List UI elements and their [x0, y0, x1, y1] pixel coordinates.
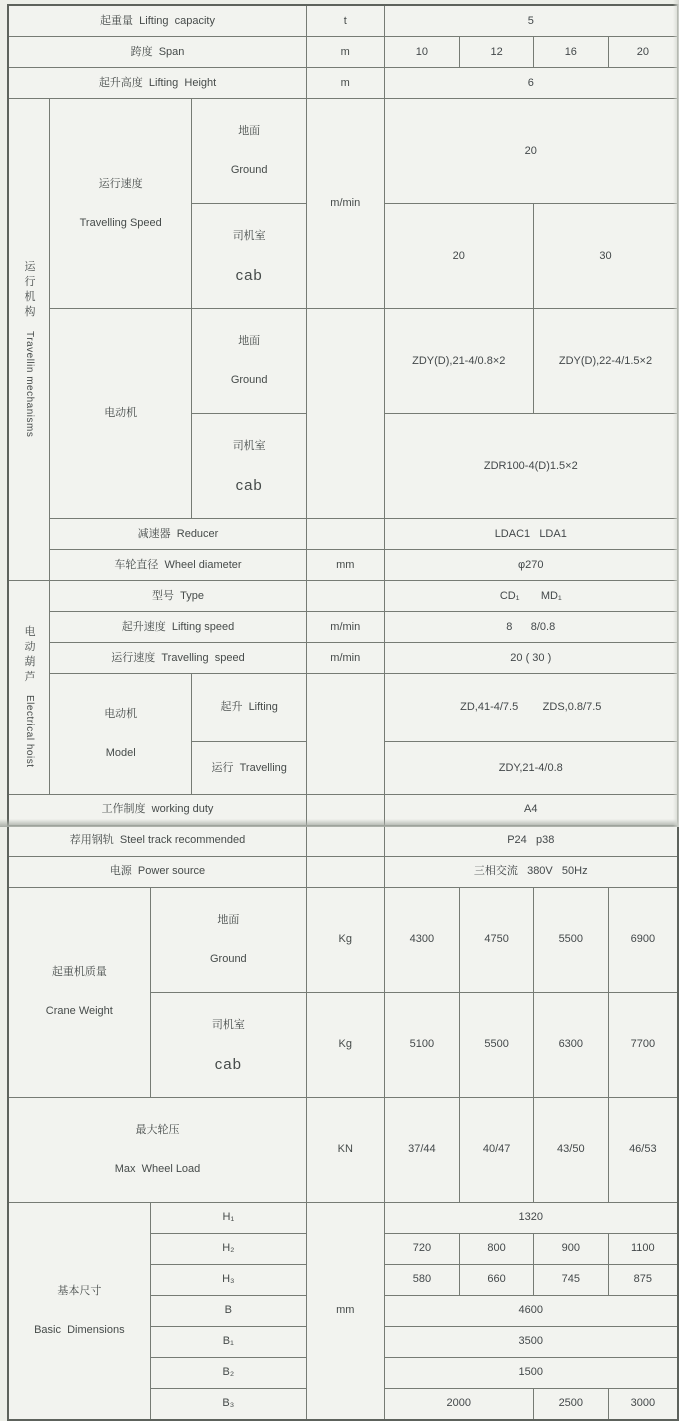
crane-weight-label: 起重机质量 Crane Weight [8, 887, 150, 1097]
crane-spec-table [7, 4, 679, 1421]
max-wheel-load-unit: KN [307, 1097, 385, 1202]
dim-h1-label: H₁ [150, 1202, 306, 1233]
dim-h2-value: 900 [533, 1233, 608, 1264]
hoist-motor-lifting-label: 起升 Lifting [192, 674, 307, 742]
hoist-motor-unit [307, 674, 385, 795]
dim-h3-label: H₃ [150, 1264, 306, 1295]
row-hoist-travelling-speed [8, 643, 678, 674]
reducer-value: LDAC1 LDA1 [384, 519, 678, 550]
steel-track-label: 荐用钢轨 Steel track recommended [8, 825, 307, 856]
wheel-diameter-label: 车轮直径 Wheel diameter [50, 550, 307, 581]
dim-h3-value: 745 [533, 1264, 608, 1295]
span-value: 12 [460, 37, 534, 68]
hoist-lifting-speed-label: 起升速度 Lifting speed [50, 612, 307, 643]
scan-edge-shadow-right [673, 0, 679, 827]
lifting-height-value: 6 [384, 68, 678, 99]
reducer-unit [307, 519, 385, 550]
row-max-wheel-load [8, 1097, 678, 1202]
crane-weight-cab-value: 6300 [533, 992, 608, 1097]
power-source-label: 电源 Power source [8, 856, 307, 887]
span-label: 跨度 Span [8, 37, 307, 68]
hoist-type-unit [307, 581, 385, 612]
basic-dimensions-label: 基本尺寸 Basic Dimensions [8, 1202, 150, 1420]
dim-h2-value: 720 [384, 1233, 460, 1264]
travel-motor-cab-label: 司机室 cab [192, 414, 307, 519]
crane-weight-cab-value: 5100 [384, 992, 460, 1097]
span-unit: m [307, 37, 385, 68]
row-lifting-height [8, 68, 678, 99]
dim-b3-value-left: 2000 [384, 1388, 533, 1420]
travel-motor-ground-value-right: ZDY(D),22-4/1.5×2 [533, 309, 678, 414]
row-power-source [8, 856, 678, 887]
span-value: 16 [533, 37, 608, 68]
crane-weight-ground-value: 6900 [608, 887, 678, 992]
dim-b2-label: B₂ [150, 1357, 306, 1388]
lifting-height-label: 起升高度 Lifting Height [8, 68, 307, 99]
hoist-motor-label: 电动机 Model [50, 674, 192, 795]
working-duty-label: 工作制度 working duty [8, 794, 307, 825]
dim-h3-value: 580 [384, 1264, 460, 1295]
dim-b1-value: 3500 [384, 1326, 678, 1357]
hoist-travelling-speed-unit: m/min [307, 643, 385, 674]
dim-h1-value: 1320 [384, 1202, 678, 1233]
steel-track-unit [307, 825, 385, 856]
travel-speed-unit: m/min [307, 99, 385, 309]
max-wheel-load-value: 43/50 [533, 1097, 608, 1202]
crane-weight-ground-value: 5500 [533, 887, 608, 992]
dim-b-value: 4600 [384, 1295, 678, 1326]
sheet [7, 4, 679, 1421]
crane-weight-ground-value: 4750 [460, 887, 534, 992]
lifting-height-unit: m [307, 68, 385, 99]
row-lifting-capacity [8, 5, 678, 37]
hoist-type-value: CD₁ MD₁ [384, 581, 678, 612]
basic-dimensions-unit: mm [307, 1202, 385, 1420]
span-value: 20 [608, 37, 678, 68]
row-hoist-type [8, 581, 678, 612]
hoist-lifting-speed-unit: m/min [307, 612, 385, 643]
span-value: 10 [384, 37, 460, 68]
row-wheel-diameter [8, 550, 678, 581]
travel-speed-ground-label: 地面 Ground [192, 99, 307, 204]
section-travelling-mechanism [8, 99, 50, 581]
travel-motor-cab-value: ZDR100-4(D)1.5×2 [384, 414, 678, 519]
crane-weight-cab-label: 司机室 cab [150, 992, 306, 1097]
travel-motor-unit [307, 309, 385, 519]
crane-weight-ground-value: 4300 [384, 887, 460, 992]
travel-speed-ground-value: 20 [384, 99, 678, 204]
row-hoist-motor-lifting [8, 674, 678, 742]
dim-h3-value: 875 [608, 1264, 678, 1295]
dim-b1-label: B₁ [150, 1326, 306, 1357]
hoist-lifting-speed-value: 8 8/0.8 [384, 612, 678, 643]
dim-b2-value: 1500 [384, 1357, 678, 1388]
dim-h2-value: 1100 [608, 1233, 678, 1264]
reducer-label: 减速器 Reducer [50, 519, 307, 550]
dim-b3-value-mid: 2500 [533, 1388, 608, 1420]
row-travel-motor-ground [8, 309, 678, 414]
lifting-capacity-value: 5 [384, 5, 678, 37]
wheel-diameter-value: φ270 [384, 550, 678, 581]
hoist-motor-travelling-value: ZDY,21-4/0.8 [384, 742, 678, 795]
max-wheel-load-value: 37/44 [384, 1097, 460, 1202]
working-duty-value: A4 [384, 794, 678, 825]
section-travelling-mechanism-zh: 运行机构 [23, 260, 35, 321]
max-wheel-load-value: 40/47 [460, 1097, 534, 1202]
hoist-type-label: 型号 Type [50, 581, 307, 612]
crane-weight-ground-label: 地面 Ground [150, 887, 306, 992]
dim-h3-value: 660 [460, 1264, 534, 1295]
hoist-travelling-speed-label: 运行速度 Travelling speed [50, 643, 307, 674]
power-source-unit [307, 856, 385, 887]
hoist-motor-lifting-value: ZD,41-4/7.5 ZDS,0.8/7.5 [384, 674, 678, 742]
travel-speed-cab-label: 司机室 cab [192, 204, 307, 309]
wheel-diameter-unit: mm [307, 550, 385, 581]
lifting-capacity-unit: t [307, 5, 385, 37]
crane-weight-ground-unit: Kg [307, 887, 385, 992]
row-reducer [8, 519, 678, 550]
dim-b-label: B [150, 1295, 306, 1326]
max-wheel-load-value: 46/53 [608, 1097, 678, 1202]
dim-h2-value: 800 [460, 1233, 534, 1264]
scan-edge-shadow-bottom [0, 819, 679, 827]
travel-speed-cab-value-right: 30 [533, 204, 678, 309]
section-electrical-hoist-zh: 电动葫芦 [23, 625, 35, 686]
dim-h2-label: H₂ [150, 1233, 306, 1264]
power-source-value: 三相交流 380V 50Hz [384, 856, 678, 887]
dim-b3-value-right: 3000 [608, 1388, 678, 1420]
row-span [8, 37, 678, 68]
steel-track-value: P24 p38 [384, 825, 678, 856]
travel-motor-ground-value-left: ZDY(D),21-4/0.8×2 [384, 309, 533, 414]
row-travel-speed-ground [8, 99, 678, 204]
travel-speed-label: 运行速度 Travelling Speed [50, 99, 192, 309]
section-travelling-mechanism-en: Travellin mechanisms [24, 330, 35, 437]
hoist-travelling-speed-value: 20 ( 30 ) [384, 643, 678, 674]
crane-weight-cab-value: 5500 [460, 992, 534, 1097]
hoist-motor-travelling-label: 运行 Travelling [192, 742, 307, 795]
section-electrical-hoist-en: Electrical hoist [24, 695, 35, 768]
travel-motor-ground-label: 地面 Ground [192, 309, 307, 414]
row-dim-h1 [8, 1202, 678, 1233]
lifting-capacity-label: 起重量 Lifting capacity [8, 5, 307, 37]
row-crane-weight-ground [8, 887, 678, 992]
crane-weight-cab-unit: Kg [307, 992, 385, 1097]
max-wheel-load-label: 最大轮压 Max Wheel Load [8, 1097, 307, 1202]
travel-motor-label: 电动机 [50, 309, 192, 519]
row-steel-track [8, 825, 678, 856]
row-hoist-lifting-speed [8, 612, 678, 643]
section-electrical-hoist [8, 581, 50, 795]
travel-speed-cab-value-left: 20 [384, 204, 533, 309]
crane-weight-cab-value: 7700 [608, 992, 678, 1097]
dim-b3-label: B₃ [150, 1388, 306, 1420]
